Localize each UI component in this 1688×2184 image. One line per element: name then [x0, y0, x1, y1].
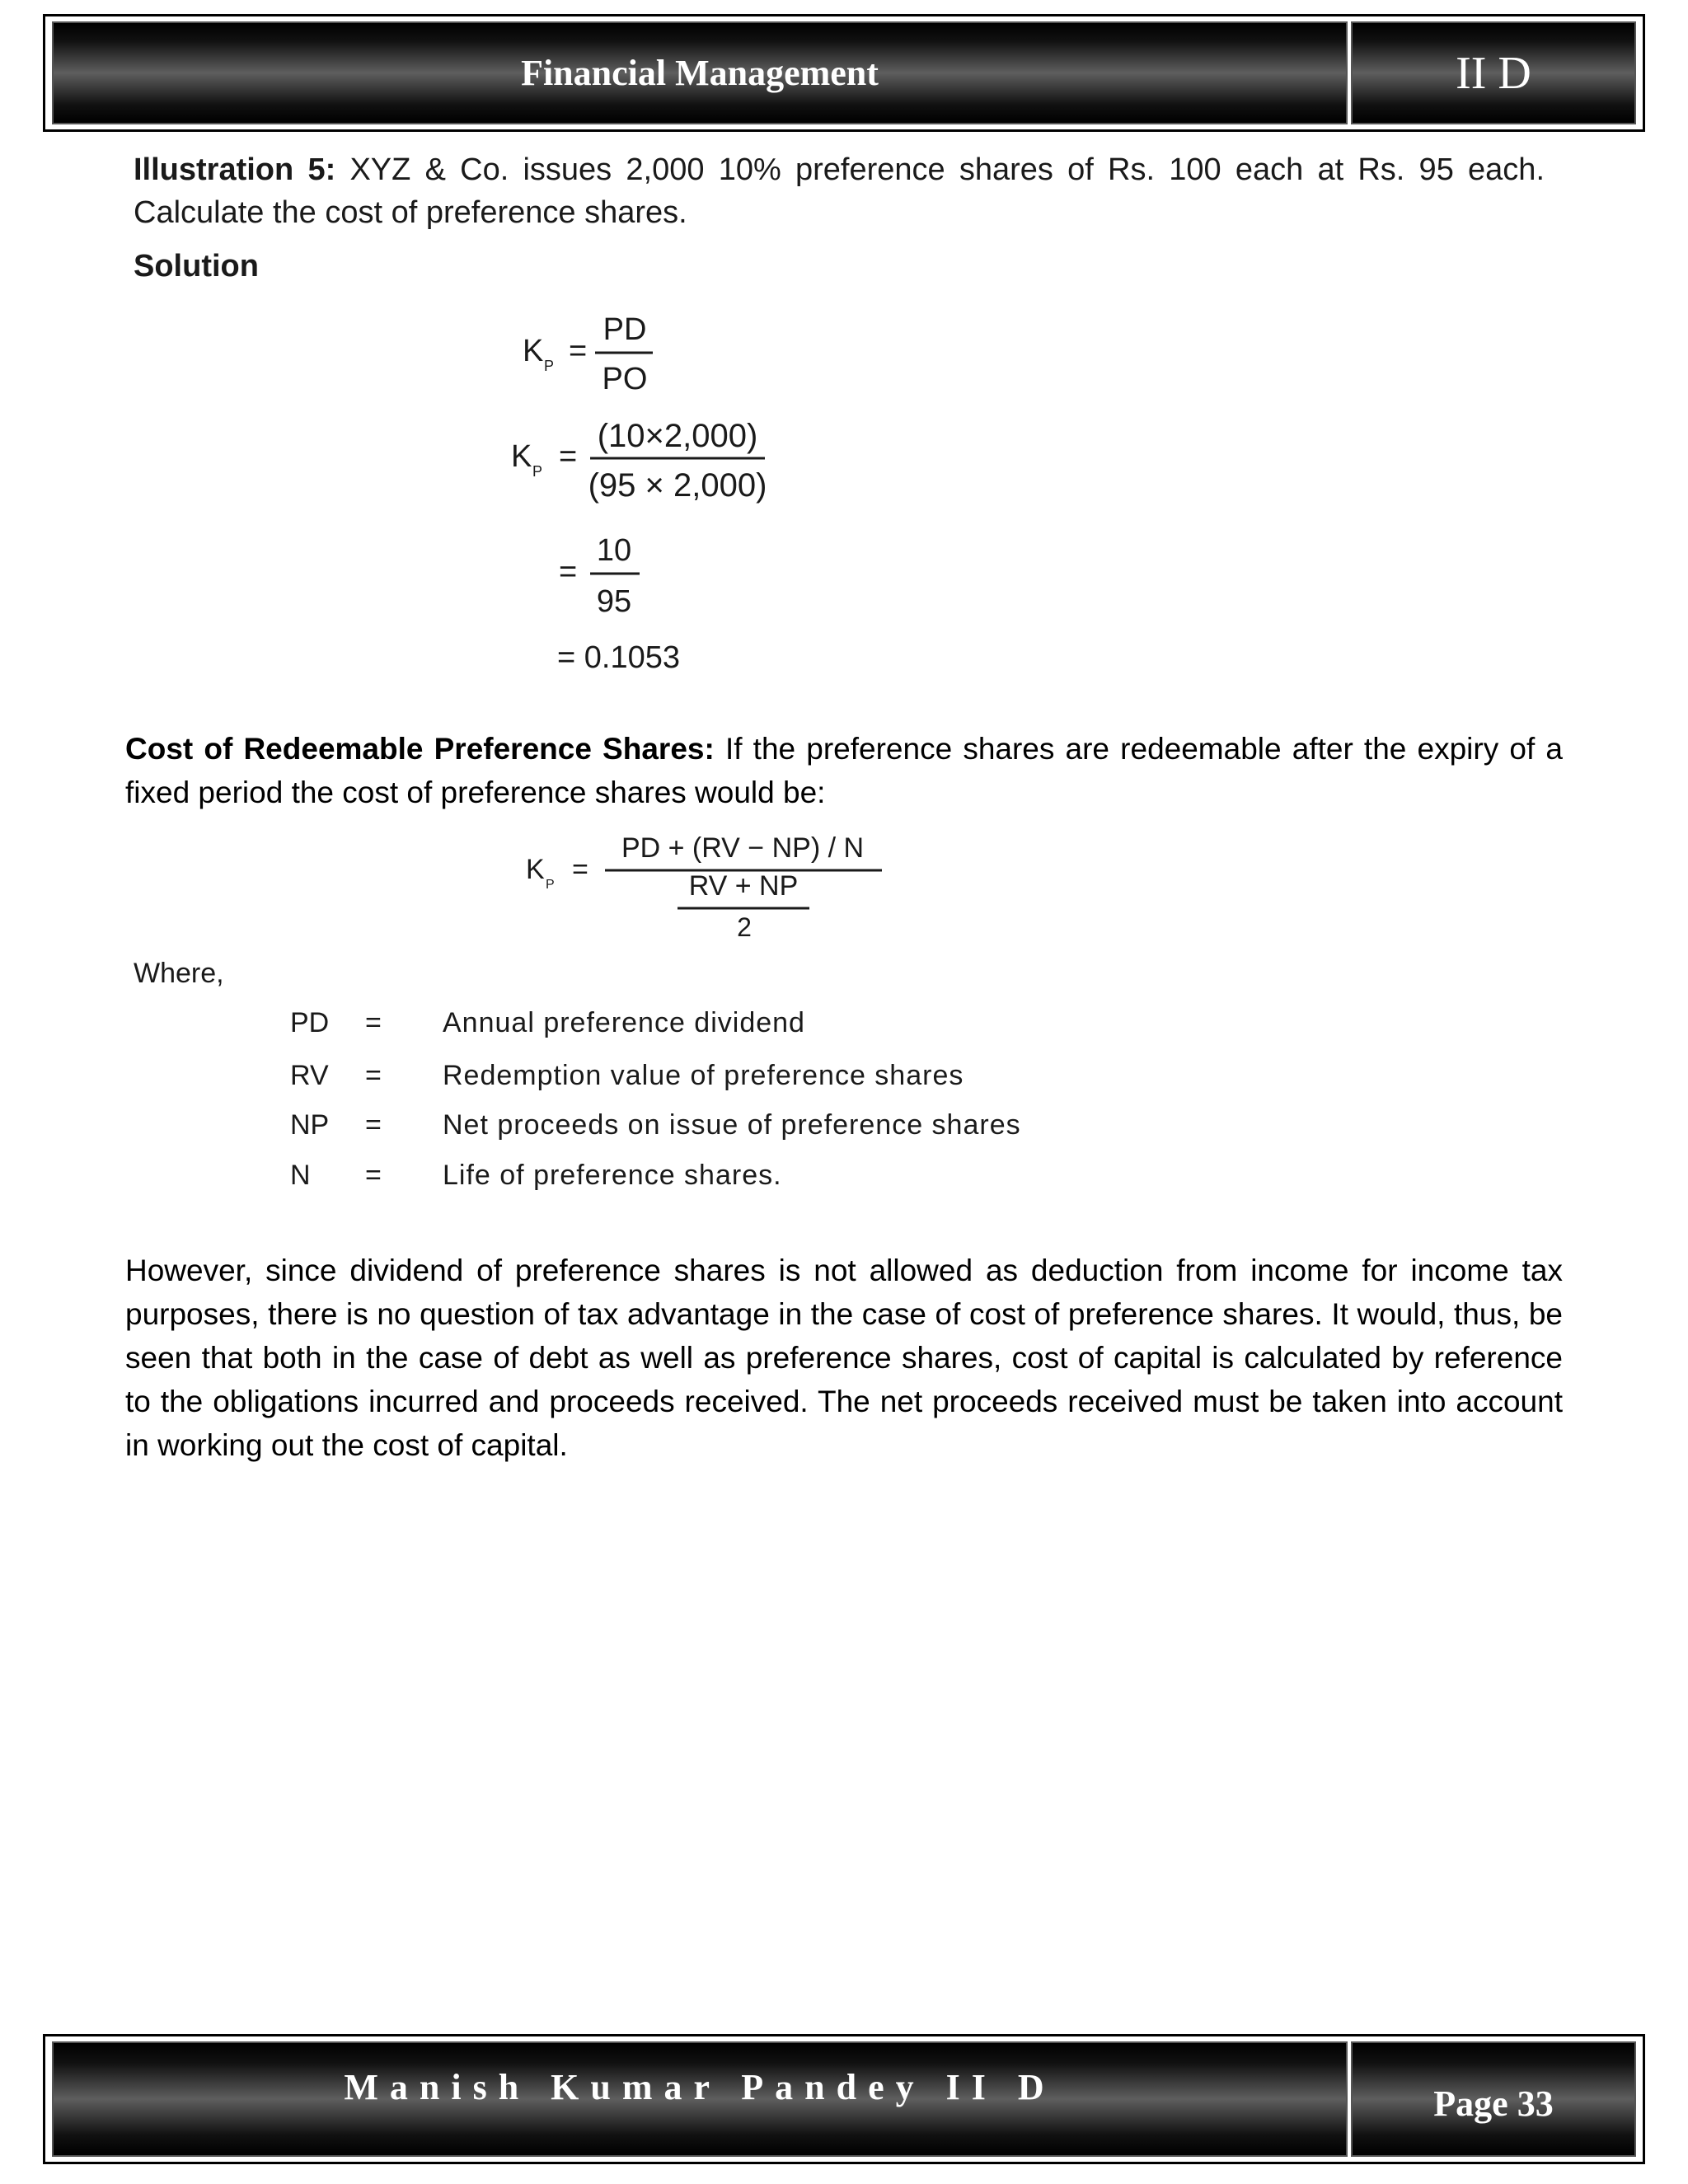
fraction-denominator: PO: [602, 362, 648, 396]
legend-definition: Life of preference shares.: [443, 1160, 782, 1191]
fraction-denominator: 95: [596, 584, 632, 619]
legend-row: [0, 1007, 1688, 1048]
header-title: Financial Management: [52, 21, 1348, 124]
legend-definition: Annual preference dividend: [443, 1007, 805, 1038]
legend-equals: =: [365, 1060, 382, 1091]
kp-subscript: P: [532, 463, 543, 480]
legend-row: [0, 1060, 1688, 1101]
kp-subscript: P: [544, 358, 555, 374]
kp-symbol: K: [523, 334, 544, 368]
page-number: Page 33: [1351, 2041, 1636, 2157]
legend-symbol: PD: [290, 1007, 330, 1038]
legend-row: [0, 1109, 1688, 1151]
footer-author: Manish Kumar Pandey II D: [52, 2041, 1348, 2157]
fraction-numerator: PD: [603, 312, 647, 347]
illustration-label: Illustration 5:: [134, 152, 336, 187]
fraction-denominator: (95 × 2,000): [588, 467, 767, 504]
kp-symbol: K: [511, 439, 532, 474]
fraction-numerator: PD + (RV − NP) / N: [621, 832, 865, 864]
formula-simplified: [559, 533, 640, 619]
kp-subscript: P: [546, 878, 555, 892]
formula-basic: [523, 312, 653, 396]
redeemable-text: If the preference shares are redeemable after the expiry of a fixed period the cost of preference shares would be:: [125, 732, 1563, 809]
redeemable-paragraph: [125, 727, 1563, 814]
legend-symbol: RV: [290, 1060, 329, 1091]
page-footer: [43, 2034, 1645, 2164]
closing-paragraph: However, since dividend of preference shares is not allowed as deduction from income for income tax purposes, there is no question of tax advantage in the case of cost of preference shares. It would, thus, be seen that both in the case of debt as well as preference shares, cost of capital is calculated by reference to the obligations incurred and proceeds received. The net proceeds received must be taken into account in working out the cost of capital.: [125, 1254, 1563, 1462]
equals-sign: =: [572, 854, 588, 885]
where-label: Where,: [134, 958, 224, 989]
formula-result: = 0.1053: [557, 640, 680, 675]
illustration-body: XYZ & Co. issues 2,000 10% preference shares of Rs. 100 each at Rs. 95 each. Calculate the cost of preference shares.: [134, 152, 1545, 230]
legend-definition: Redemption value of preference shares: [443, 1060, 964, 1091]
fraction-numerator: 10: [596, 533, 632, 568]
equals-sign: =: [569, 334, 588, 368]
inner-denominator: 2: [737, 912, 752, 942]
legend-symbol: N: [290, 1160, 311, 1191]
equals-sign: =: [559, 439, 578, 474]
legend-definition: Net proceeds on issue of preference shares: [443, 1109, 1021, 1141]
legend-equals: =: [365, 1109, 382, 1141]
legend-equals: =: [365, 1160, 382, 1191]
formula-redeemable: [526, 832, 882, 942]
inner-numerator: RV + NP: [688, 870, 799, 902]
legend-symbol: NP: [290, 1109, 330, 1141]
kp-symbol: K: [526, 854, 545, 885]
equals-sign: =: [559, 555, 578, 589]
fraction-numerator: (10×2,000): [597, 418, 758, 454]
solution-heading: Solution: [134, 249, 259, 284]
header-code: II D: [1351, 21, 1636, 124]
legend-equals: =: [365, 1007, 382, 1038]
legend-row: [0, 1160, 1688, 1201]
redeemable-heading: Cost of Redeemable Preference Shares:: [125, 732, 715, 766]
formula-substitution: [511, 418, 767, 504]
